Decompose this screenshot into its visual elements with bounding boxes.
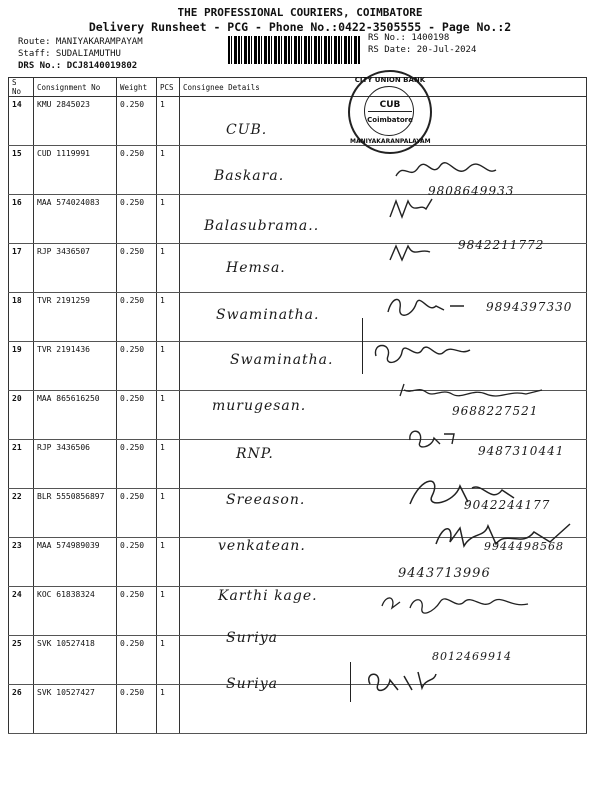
cell-weight: 0.250 <box>117 342 157 391</box>
runsheet-subtitle: Delivery Runsheet - PCG - Phone No.:0422-3505555 - Page No.:2 <box>88 20 512 34</box>
handwritten-name: Sreeason. <box>226 492 306 508</box>
handwritten-name: Swaminatha. <box>230 352 334 368</box>
handwritten-name: Baskara. <box>214 168 285 184</box>
handwritten-name: venkatean. <box>218 538 306 554</box>
cell-consignment: KOC 61838324 <box>34 587 117 636</box>
signature <box>370 338 480 368</box>
handwritten-phone: 9894397330 <box>486 300 573 314</box>
cell-sno: 15 <box>9 146 34 195</box>
cell-consignment: MAA 574989039 <box>34 538 117 587</box>
cell-consignment: CUD 1119991 <box>34 146 117 195</box>
table-row <box>9 685 587 734</box>
cell-sno: 20 <box>9 391 34 440</box>
handwritten-name: Hemsa. <box>226 260 286 276</box>
cell-consignment: SVK 10527427 <box>34 685 117 734</box>
signature <box>378 592 538 616</box>
handwritten-phone: 9443713996 <box>398 566 491 581</box>
handwritten-phone: 8012469914 <box>432 650 512 663</box>
signature <box>396 380 546 402</box>
cell-pcs: 1 <box>157 685 180 734</box>
handwritten-phone: 9487310441 <box>478 444 565 458</box>
cell-weight: 0.250 <box>117 293 157 342</box>
handwritten-phone: 9808649933 <box>428 184 515 198</box>
route-label: Route: MANIYAKARAMPAYAM <box>18 37 143 47</box>
col-header-consignment: Consignment No <box>34 78 117 97</box>
cell-consignment: MAA 574024083 <box>34 195 117 244</box>
handwritten-name: Balasubrama.. <box>204 218 320 234</box>
col-header-sno: S No <box>9 78 34 97</box>
cell-weight: 0.250 <box>117 391 157 440</box>
drs-number: DRS No.: DCJ8140019802 <box>18 61 138 71</box>
handwritten-name: Suriya <box>226 676 279 692</box>
cell-weight: 0.250 <box>117 636 157 685</box>
cell-pcs: 1 <box>157 342 180 391</box>
stamp-top-text: CITY UNION BANK <box>354 76 426 84</box>
cell-weight: 0.250 <box>117 538 157 587</box>
cell-sno: 24 <box>9 587 34 636</box>
stamp-branch-text: Coimbatore <box>367 116 413 124</box>
cell-pcs: 1 <box>157 489 180 538</box>
handwritten-name: murugesan. <box>212 398 307 414</box>
cell-sno: 14 <box>9 97 34 146</box>
cell-consignment: BLR 5550856897 <box>34 489 117 538</box>
cell-consignment: KMU 2845023 <box>34 97 117 146</box>
cell-pcs: 1 <box>157 440 180 489</box>
col-header-weight: Weight <box>117 78 157 97</box>
cell-sno: 21 <box>9 440 34 489</box>
handwritten-phone: 9944498568 <box>484 540 564 553</box>
cell-weight: 0.250 <box>117 587 157 636</box>
col-header-pcs: PCS <box>157 78 180 97</box>
handwritten-phone: 9688227521 <box>452 404 539 418</box>
bank-stamp <box>348 70 432 154</box>
rs-number: RS No.: 1400198 <box>368 33 450 43</box>
handwritten-name: CUB. <box>226 122 268 138</box>
cell-pcs: 1 <box>157 538 180 587</box>
cell-consignment: TVR 2191259 <box>34 293 117 342</box>
staff-label: Staff: SUDALIAMUTHU <box>18 49 121 59</box>
handwritten-phone: 9842211772 <box>458 238 545 252</box>
handwritten-name: RNP. <box>236 446 274 462</box>
cell-pcs: 1 <box>157 97 180 146</box>
cell-pcs: 1 <box>157 391 180 440</box>
cell-sno: 22 <box>9 489 34 538</box>
cell-weight: 0.250 <box>117 489 157 538</box>
signature <box>386 195 436 225</box>
cell-sno: 19 <box>9 342 34 391</box>
cell-consignment: MAA 865616250 <box>34 391 117 440</box>
signature <box>386 240 436 266</box>
cell-sno: 18 <box>9 293 34 342</box>
cell-pcs: 1 <box>157 195 180 244</box>
cell-pcs: 1 <box>157 293 180 342</box>
handwritten-name: Swaminatha. <box>216 307 320 323</box>
cell-weight: 0.250 <box>117 97 157 146</box>
signature <box>392 158 502 184</box>
table-row <box>9 97 587 146</box>
cell-sno: 25 <box>9 636 34 685</box>
cell-consignment: RJP 3436506 <box>34 440 117 489</box>
cell-weight: 0.250 <box>117 195 157 244</box>
signature <box>360 664 440 700</box>
cell-weight: 0.250 <box>117 146 157 195</box>
bracket-mark <box>350 662 351 702</box>
cell-pcs: 1 <box>157 146 180 195</box>
stamp-divider <box>368 111 412 112</box>
col-header-consignee: Consignee Details <box>180 78 587 97</box>
handwritten-name: Suriya <box>226 630 279 646</box>
rs-date: RS Date: 20-Jul-2024 <box>368 45 477 55</box>
cell-pcs: 1 <box>157 587 180 636</box>
cell-pcs: 1 <box>157 244 180 293</box>
cell-consignment: TVR 2191436 <box>34 342 117 391</box>
cell-weight: 0.250 <box>117 685 157 734</box>
cell-weight: 0.250 <box>117 244 157 293</box>
cell-consignment: RJP 3436507 <box>34 244 117 293</box>
stamp-logo-text: CUB <box>379 100 401 110</box>
company-title: THE PROFESSIONAL COURIERS, COIMBATORE <box>177 6 423 19</box>
signature <box>384 292 474 322</box>
handwritten-phone: 9042244177 <box>464 498 551 512</box>
handwritten-name: Karthi kage. <box>218 588 318 604</box>
cell-weight: 0.250 <box>117 440 157 489</box>
cell-sno: 23 <box>9 538 34 587</box>
signature <box>404 424 464 450</box>
table-header-row <box>9 78 587 97</box>
barcode <box>228 36 360 64</box>
cell-sno: 26 <box>9 685 34 734</box>
cell-consignment: SVK 10527418 <box>34 636 117 685</box>
cell-pcs: 1 <box>157 636 180 685</box>
cell-sno: 16 <box>9 195 34 244</box>
stamp-bottom-text: MANIYAKARANPALAYAM <box>350 138 431 145</box>
cell-sno: 17 <box>9 244 34 293</box>
bracket-mark <box>362 318 363 374</box>
